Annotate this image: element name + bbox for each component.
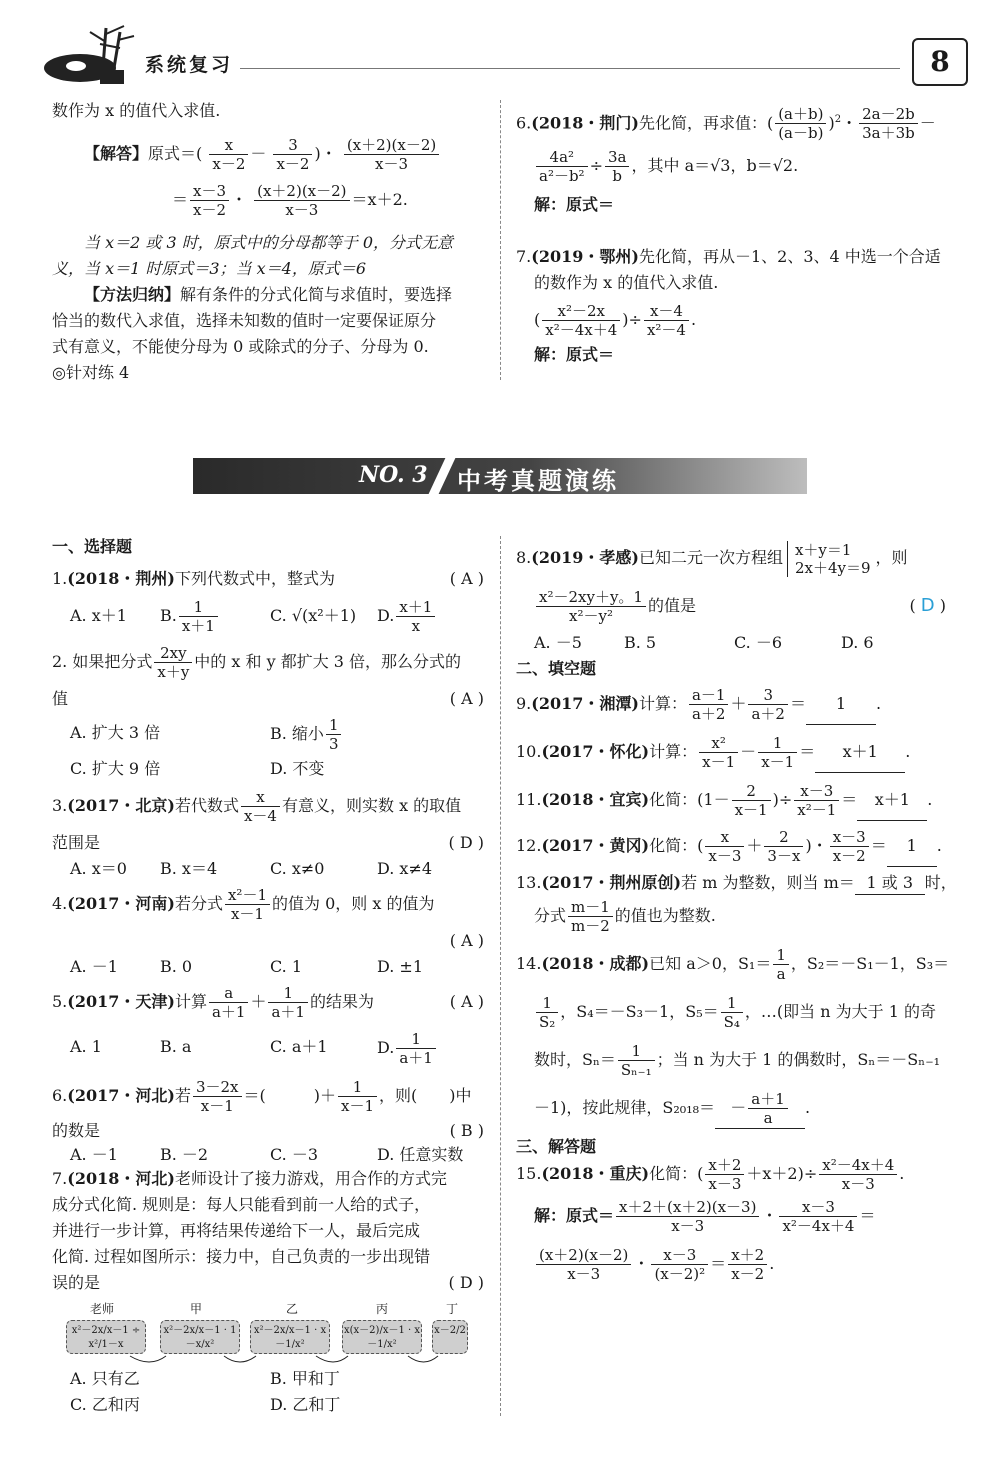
fraction: $\frac{x+2+(x+2)(x-3)}{x-3}$ (616, 1198, 759, 1235)
q-num: 7. (516, 247, 532, 266)
column-divider (500, 536, 501, 1416)
page-number: 8 (912, 38, 968, 86)
text: 的数是 (52, 1121, 101, 1140)
q-num: 5. (52, 992, 68, 1011)
chain-label: 老师 (90, 1302, 115, 1316)
arrow-icon (316, 1356, 348, 1362)
answer-choice: ( D ) (448, 833, 484, 852)
q-source: (2017・湘潭) (531, 694, 639, 713)
banner-divider (429, 458, 456, 494)
fraction: $\frac{1}{x-1}$ (338, 1078, 377, 1115)
option: A. x＋1 (70, 606, 127, 625)
arrow-icon (224, 1356, 256, 1362)
equation-system: x＋y＝1 2x＋4y＝9 (787, 541, 874, 577)
q-source: (2018・宜宾) (541, 790, 650, 809)
q-source: (2017・河北) (67, 1086, 175, 1105)
text: ，S₄＝－S₃－1，S₅＝ (560, 1002, 719, 1021)
text: 误的是 (52, 1273, 101, 1292)
question-4 (52, 884, 434, 924)
exponent: 2 (834, 114, 842, 125)
bottom-right-column (516, 536, 956, 1236)
question-1 (52, 568, 484, 590)
q-num: 1. (52, 569, 68, 588)
chain-step: x²－2x/x－1 ÷ x²/1－x (66, 1320, 146, 1354)
q-source: (2017・荆州原创) (541, 873, 682, 892)
q-num: 6. (52, 1086, 68, 1105)
solution-line: 【解答】原式＝( $\frac{x}{x-2}$ － $\frac{3}{x-2}$ )・ $\frac{(x+2)(x-2)}{x-3}$ (84, 134, 441, 174)
fraction: $\frac{x}{x-3}$ (705, 828, 744, 865)
fraction: $\frac{2xy}{x+y}$ (154, 644, 192, 681)
text: )・ (805, 836, 828, 855)
text: 范围是 (52, 833, 101, 852)
fill-answer: 1 (806, 684, 876, 725)
text: 的值为 0，则 x 的值为 (272, 894, 435, 913)
text: ，其中 a＝√3，b＝√2. (631, 156, 799, 175)
option: A. 只有乙 (70, 1369, 140, 1388)
q-num: 6. (516, 113, 532, 133)
option: B. a (160, 1037, 192, 1056)
punct: . (876, 694, 882, 713)
fraction: $\frac{x-3}{x-2}$ (830, 828, 869, 865)
question-9 (516, 684, 881, 725)
fraction: $\frac{\text{4a²}}{\text{a²－b²}}$ (536, 148, 588, 185)
text: 化简：( (649, 836, 704, 855)
text: 计算： (638, 694, 687, 713)
fraction: $\frac{\text{x²－4x＋4}}{x-3}$ (819, 1156, 897, 1193)
q-num: 14. (516, 954, 542, 973)
section-banner (193, 458, 807, 494)
fraction: $\frac{x-3}{\text{x²－1}}$ (794, 782, 839, 819)
text: 数时，Sₙ＝ (534, 1050, 616, 1069)
fraction: $\frac{2}{3-x}$ (764, 828, 803, 865)
option: B. －2 (160, 1145, 209, 1164)
text: ＋x＋2)÷ (746, 1164, 818, 1183)
question-3-line2 (52, 832, 484, 854)
question-6-line2 (534, 146, 798, 186)
option: B. 缩小 $\frac{1}{3}$ (270, 714, 343, 754)
option: B. 甲和丁 (270, 1369, 340, 1388)
text-line: 义，当 x＝1 时原式＝3；当 x＝4，原式＝6 (52, 259, 367, 278)
fraction: $\frac{3}{a+2}$ (748, 686, 788, 723)
question-10 (516, 732, 910, 773)
text: 有意义，则实数 x 的取值 (281, 796, 462, 815)
text: －1)，按此规律，S₂₀₁₈＝ (534, 1098, 716, 1117)
fraction: $\frac{2a-2b}{3a+3b}$ (859, 105, 918, 142)
text: ＝( )＋ (243, 1086, 337, 1105)
text: ，则 (875, 548, 908, 567)
chain-label: 乙 (286, 1302, 299, 1316)
op: ＋ (746, 836, 763, 855)
text: 先化简，再从－1、2、3、4 中选一个合适 (638, 247, 941, 266)
fraction: $\frac{3a}{b}$ (605, 148, 630, 185)
q-source: (2019・鄂州) (531, 247, 639, 266)
bamboo-logo-icon (40, 20, 140, 90)
punct: . (927, 790, 933, 809)
q-source: (2019・孝感) (531, 548, 639, 567)
question-6 (52, 1076, 472, 1116)
fraction: $\frac{\text{x²－1}}{x-1}$ (225, 886, 270, 923)
text: 计算： (649, 742, 698, 761)
fill-answer: 1 (887, 826, 937, 867)
chain-step: x²－2x/x－1 · 1－x/x² (160, 1320, 240, 1354)
op: ÷ (589, 156, 603, 175)
q-num: 7. (52, 1169, 68, 1188)
fraction: $\frac{(a+b)}{(a-b)}$ (775, 105, 826, 142)
option: C. －6 (734, 633, 783, 652)
section-title: 系统复习 (145, 54, 234, 76)
fraction: $\frac{1}{\text{S₄}}$ (721, 994, 743, 1031)
method-label: 【方法归纳】 (84, 285, 181, 304)
chain-step: x－2/2 (432, 1320, 468, 1354)
fill-answer: x＋1 (815, 732, 905, 773)
arrow-icon (408, 1356, 438, 1362)
option: B. x＝4 (160, 859, 218, 878)
op: ＝ (841, 790, 858, 809)
chain-step: x(x－2)/x－1 · x－1/x² (342, 1320, 422, 1354)
fraction: $\frac{x-3}{\text{x²－4x＋4}}$ (779, 1198, 857, 1235)
text: 的结果为 (309, 992, 374, 1011)
option: A. x＝0 (70, 859, 127, 878)
question-6-line2 (52, 1120, 484, 1142)
fraction: $\frac{1}{\text{Sₙ₋₁}}$ (618, 1042, 655, 1079)
practice-link: ◎针对练 4 (52, 363, 130, 382)
text-line: 数作为 x 的值代入求值. (52, 101, 221, 120)
text: ，S₂＝－S₁－1，S₃＝ (790, 954, 950, 973)
text: ，…(即当 n 为大于 1 的奇 (744, 1002, 936, 1021)
expr: ＝x＋2. (351, 190, 408, 209)
fraction: $\frac{(x+2)(x-2)}{x-3}$ (254, 182, 349, 219)
bottom-left-column (52, 536, 484, 1426)
option: D. 任意实数 (377, 1145, 464, 1164)
fraction: $\frac{(x+2)(x-2)}{x-3}$ (536, 1246, 631, 1283)
q-num: 12. (516, 836, 542, 855)
fill-answer: 1 或 3 (855, 872, 925, 895)
question-11 (516, 780, 932, 821)
fraction: $\frac{\text{x²}}{x-1}$ (699, 734, 738, 771)
text-line: 恰当的数代入求值，选择未知数的值时一定要保证原分 (52, 311, 437, 330)
question-6: 6.(2018・荆门)先化简，再求值：( $\frac{(a+b)}{(a-b)}$ )$^2$・ $\frac{2a-2b}{3a+3b}$ － (516, 105, 936, 143)
question-8 (516, 536, 908, 580)
op: ＝ (789, 694, 806, 713)
answer-choice: ( A ) (449, 689, 484, 708)
punct: . (899, 1164, 905, 1183)
fraction: $\frac{x-3}{\text{(x－2)²}}$ (651, 1246, 708, 1283)
fraction: $\frac{1}{x-1}$ (758, 734, 797, 771)
question-7-line5 (52, 1272, 484, 1294)
option: C. a＋1 (270, 1037, 328, 1056)
q-source: (2017・河南) (67, 894, 175, 913)
fraction: $\frac{x+2}{x-2}$ (728, 1246, 767, 1283)
question-12 (516, 826, 942, 867)
header-rule (240, 68, 900, 69)
option: A. －1 (70, 1145, 118, 1164)
text: 解有条件的分式化简与求值时，要选择 (180, 285, 453, 304)
q-num: 13. (516, 873, 542, 892)
answer-choice: ( A ) (449, 992, 484, 1011)
fraction: $\frac{m-1}{m-2}$ (568, 898, 613, 935)
fraction: $\frac{1}{a+1}$ (396, 1030, 436, 1067)
op: ＋ (250, 992, 267, 1011)
banner-title: 中考真题演练 (457, 466, 619, 495)
fraction: $\frac{1}{x+1}$ (179, 598, 218, 635)
chain-label: 甲 (190, 1302, 203, 1316)
fraction: $\frac{x+2}{x-3}$ (705, 1156, 744, 1193)
chain-label: 丙 (376, 1302, 389, 1316)
op: ＝ (799, 742, 816, 761)
text-line: 的数作为 x 的值代入求值. (534, 273, 719, 292)
q-source: (2017・北京) (67, 796, 175, 815)
q-source: (2018・荆门) (531, 113, 639, 133)
text: 已知二元一次方程组 (638, 548, 783, 567)
q-num: 11. (516, 790, 542, 809)
q-num: 10. (516, 742, 542, 761)
option: A. 扩大 3 倍 (70, 723, 161, 742)
text: 化简：( (649, 1164, 704, 1183)
arrow-icon (130, 1356, 166, 1362)
question-7 (52, 1168, 447, 1190)
text: 分式 (534, 906, 567, 925)
text: 化简：(1－ (649, 790, 730, 809)
option: A. －5 (534, 633, 582, 652)
question-13-line2 (534, 896, 716, 936)
answer-choice: ( A ) (449, 569, 484, 588)
op: ＝ (870, 836, 887, 855)
option: D. 乙和丁 (270, 1395, 341, 1414)
q-num: 4. (52, 894, 68, 913)
question-2-line2 (52, 688, 484, 710)
fraction: $\frac{1}{a+1}$ (268, 984, 308, 1021)
option: C. √(x²＋1) (270, 606, 357, 625)
chain-step: x²－2x/x－1 · x－1/x² (250, 1320, 330, 1354)
fraction: $\frac{3}{x-2}$ (273, 136, 312, 173)
text: 下列代数式中，整式为 (174, 569, 335, 588)
option: C. 1 (270, 957, 303, 976)
text-line: 式有意义，不能使分母为 0 或除式的分子、分母为 0. (52, 337, 429, 356)
question-2 (52, 642, 461, 682)
option: D. 6 (841, 633, 874, 652)
text: 老师设计了接力游戏，用合作的方式完 (174, 1169, 447, 1188)
q-num: 3. (52, 796, 68, 815)
question-13 (516, 872, 957, 895)
text: 先化简，再求值：( (638, 113, 774, 133)
question-7-expr: ( $\frac{\text{x²－2x}}{\text{x²－4x＋4}}$ )÷ $\frac{x-4}{\text{x²－4}}$ . (534, 302, 697, 339)
fraction: $\frac{x}{x-2}$ (209, 136, 248, 173)
text: 的值是 (647, 596, 696, 615)
text: 若 m 为整数，则当 m＝ (681, 873, 855, 892)
answer-choice: ( B ) (449, 1121, 484, 1140)
answer-choice: ( D ) (909, 595, 946, 616)
fraction: $\frac{2}{x-1}$ (732, 782, 771, 819)
fraction: $\frac{1}{\text{S₂}}$ (536, 994, 558, 1031)
q-source: (2017・黄冈) (541, 836, 650, 855)
section-heading: 一、选择题 (52, 537, 133, 556)
option: D. $\frac{x+1}{x}$ (377, 596, 437, 636)
text: 中的 x 和 y 都扩大 3 倍，那么分式的 (194, 652, 462, 671)
answer-choice: ( D ) (448, 1273, 484, 1292)
option: A. 1 (70, 1037, 102, 1056)
text: 计算 (174, 992, 207, 1011)
punct: . (805, 1098, 811, 1117)
text: 已知 a＞0，S₁＝ (649, 954, 772, 973)
text-line: 成分式化简. 规则是：每人只能看到前一人给的式子， (52, 1195, 431, 1214)
fraction: $\frac{x-4}{\text{x²－4}}$ (644, 302, 689, 339)
option: C. 扩大 9 倍 (70, 759, 161, 778)
question-7 (516, 246, 941, 268)
option: C. －3 (270, 1145, 319, 1164)
solution-label: 【解答】 (84, 144, 149, 163)
fraction: $\frac{\text{x²－2xy＋y。1}}{\text{x²－y²}}$ (536, 588, 646, 625)
punct: . (769, 1254, 775, 1273)
column-divider (500, 100, 501, 380)
q-num: 9. (516, 694, 532, 713)
option: C. x≠0 (270, 859, 325, 878)
op: － (740, 742, 757, 761)
expr: 原式＝( (148, 144, 203, 163)
fill-answer: x＋1 (857, 780, 927, 821)
q-source: (2017・天津) (67, 992, 175, 1011)
question-8-line2 (534, 586, 946, 626)
text: ；当 n 为大于 1 的偶数时，Sₙ＝－Sₙ₋₁ (656, 1050, 941, 1069)
option: B. $\frac{1}{x+1}$ (160, 596, 220, 636)
solution-line (534, 1196, 876, 1236)
method-line (84, 284, 452, 306)
punct: . (905, 742, 911, 761)
text: 若代数式 (174, 796, 239, 815)
question-14-line4 (534, 1088, 810, 1129)
text: 的值也为整数. (614, 906, 716, 925)
fraction: $\frac{1}{a}$ (773, 946, 789, 983)
question-15 (516, 1154, 904, 1194)
q-source: (2018・河北) (67, 1169, 175, 1188)
q-source: (2018・重庆) (541, 1164, 650, 1183)
fraction: $\frac{x+1}{x}$ (396, 598, 435, 635)
text: 若分式 (174, 894, 223, 913)
text-line: 并进行一步计算，再将结果传递给下一人，最后完成 (52, 1221, 421, 1240)
punct: . (936, 836, 942, 855)
question-14-line3 (534, 1040, 940, 1080)
text: )÷ (772, 790, 793, 809)
chain-arrows (0, 1350, 500, 1370)
top-right-column (516, 100, 956, 380)
op: － (919, 113, 936, 133)
answer-prompt: 解：原式＝ (534, 345, 615, 364)
text-line: 当 x＝2 或 3 时，原式中的分母都等于 0，分式无意 (84, 233, 453, 252)
solution-line: ＝ $\frac{x-3}{x-2}$ ・ $\frac{(x+2)(x-2)}{x-3}$ ＝x＋2. (172, 182, 408, 219)
banner-number: NO. 3 (359, 462, 428, 488)
option: D. $\frac{1}{a+1}$ (377, 1028, 438, 1068)
section-heading: 二、填空题 (516, 659, 597, 678)
option: B. 0 (160, 957, 193, 976)
top-left-column (52, 100, 484, 380)
text: 若 (174, 1086, 191, 1105)
fraction: $\frac{\text{x²－2x}}{\text{x²－4x＋4}}$ (542, 302, 620, 339)
option: D. x≠4 (377, 859, 433, 878)
text: 值 (52, 689, 69, 708)
answer-prompt: 解：原式＝ (534, 195, 615, 214)
question-14-line2 (534, 992, 936, 1032)
fraction: $\frac{x-3}{x-2}$ (190, 182, 229, 219)
q-num: 8. (516, 548, 532, 567)
fraction: $\frac{a}{a+1}$ (209, 984, 249, 1021)
op: ・ (761, 1206, 778, 1225)
q-source: (2018・荆州) (67, 569, 175, 588)
option: A. －1 (70, 957, 118, 976)
chain-label: 丁 (446, 1302, 459, 1316)
header (40, 20, 980, 90)
q-num: 15. (516, 1164, 542, 1183)
fraction: $\frac{a-1}{a+2}$ (689, 686, 729, 723)
option: B. 5 (624, 633, 657, 652)
q-source: (2017・怀化) (541, 742, 650, 761)
fraction: $\frac{(x+2)(x-2)}{x-3}$ (344, 136, 439, 173)
q-source: (2018・成都) (541, 954, 650, 973)
answer-prompt: 解：原式＝ (534, 1206, 615, 1225)
option: D. ±1 (377, 957, 424, 976)
option: C. 乙和丙 (70, 1395, 140, 1414)
solution-line: $\frac{(x+2)(x-2)}{x-3}$ ・ $\frac{x-3}{\text{(x－2)²}}$ ＝ $\frac{x+2}{x-2}$ . (534, 1244, 774, 1284)
op: ÷ (628, 310, 642, 329)
op: ＋ (730, 694, 747, 713)
question-14 (516, 944, 949, 984)
text-line: 化简. 过程如图所示：接力中，自己负责的一步出现错 (52, 1247, 431, 1266)
fraction: $\frac{x}{x-4}$ (241, 788, 280, 825)
fill-answer: － $\frac{a+1}{a}$ (715, 1088, 805, 1129)
handwritten-answer: D (920, 595, 935, 616)
text: ，则( )中 (379, 1086, 472, 1105)
text: 2. 如果把分式 (52, 652, 153, 671)
op: ＝ (859, 1206, 876, 1225)
answer-choice: ( A ) (449, 931, 484, 950)
fraction: $\frac{1}{3}$ (326, 716, 342, 753)
fraction: $\frac{3-2x}{x-1}$ (193, 1078, 242, 1115)
option: D. 不变 (270, 759, 325, 778)
section-heading: 三、解答题 (516, 1137, 597, 1156)
question-3 (52, 786, 461, 826)
question-5 (52, 982, 484, 1022)
text: 时， (924, 873, 957, 892)
